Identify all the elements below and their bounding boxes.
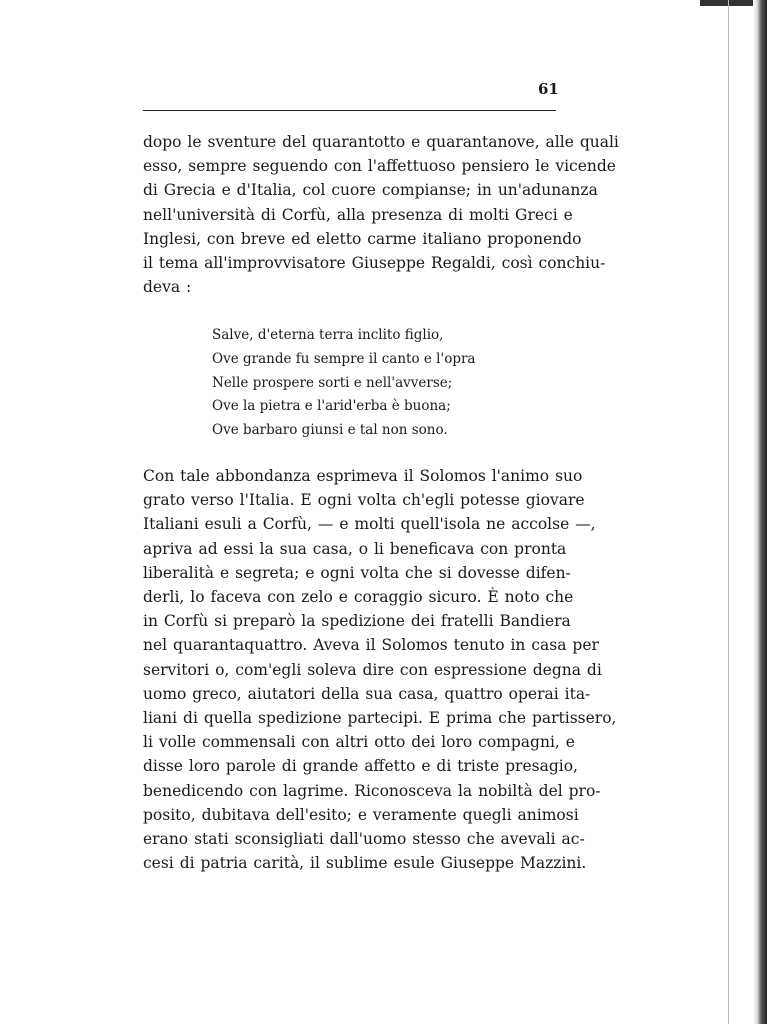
- text-line: di Grecia e d'Italia, col cuore compianse; in un'adunanza: [143, 181, 598, 200]
- poem-line: Salve, d'eterna terra inclito figlio,: [212, 327, 444, 343]
- text-line: derli, lo faceva con zelo e coraggio sicuro. È noto che: [143, 588, 574, 607]
- text-line: nel quarantaquattro. Aveva il Solomos tenuto in casa per: [143, 636, 599, 655]
- text-line: deva :: [143, 278, 192, 297]
- text-line: esso, sempre seguendo con l'affettuoso pensiero le vicende: [143, 157, 616, 176]
- text-line: cesi di patria carità, il sublime esule Giuseppe Mazzini.: [143, 854, 587, 873]
- text-line: dopo le sventure del quarantotto e quarantanove, alle quali: [143, 133, 619, 151]
- text-line: apriva ad essi la sua casa, o li beneficava con pronta: [143, 539, 567, 558]
- paragraph-2: [143, 464, 617, 875]
- text-line: Italiani esuli a Corfù, — e molti quell'isola ne accolse —,: [143, 515, 596, 534]
- page-fold-line: [728, 0, 729, 1024]
- text-line: Con tale abbondanza esprimeva il Solomos l'animo suo: [143, 467, 583, 485]
- text-line: servitori o, com'egli soleva dire con espressione degna di: [143, 660, 602, 679]
- header-rule: [143, 110, 556, 112]
- page-number: 61: [538, 80, 559, 98]
- text-line: Inglesi, con breve ed eletto carme italiano proponendo: [143, 229, 582, 248]
- poem-line: Ove la pietra e l'arid'erba è buona;: [212, 398, 451, 415]
- text-line: li volle commensali con altri otto dei loro compagni, e: [143, 733, 575, 752]
- poem-line: Ove grande fu sempre il canto e l'opra: [212, 350, 476, 367]
- text-line: posito, dubitava dell'esito; e veramente quegli animosi: [143, 805, 579, 824]
- text-line: il tema all'improvvisatore Giuseppe Regaldi, così conchiu-: [143, 254, 606, 273]
- text-line: benedicendo con lagrime. Riconosceva la nobiltà del pro-: [143, 781, 601, 800]
- text-line: erano stati sconsigliati dall'uomo stesso che avevali ac-: [143, 830, 585, 849]
- scan-edge-right: [753, 0, 767, 1024]
- text-line: disse loro parole di grande affetto e di triste presagio,: [143, 757, 578, 776]
- poem-line: Ove barbaro giunsi e tal non sono.: [212, 422, 448, 439]
- text-line: grato verso l'Italia. E ogni volta ch'egli potesse giovare: [143, 491, 585, 510]
- text-line: in Corfù si preparò la spedizione dei fratelli Bandiera: [143, 612, 571, 631]
- text-line: liani di quella spedizione partecipi. E prima che partissero,: [143, 709, 617, 728]
- paragraph-1: [143, 130, 619, 299]
- text-line: nell'università di Corfù, alla presenza di molti Greci e: [143, 205, 573, 224]
- poem-quote: [212, 324, 475, 443]
- text-line: uomo greco, aiutatori della sua casa, quattro operai ita-: [143, 684, 591, 703]
- text-line: liberalità e segreta; e ogni volta che si dovesse difen-: [143, 563, 571, 582]
- poem-line: Nelle prospere sorti e nell'avverse;: [212, 374, 453, 391]
